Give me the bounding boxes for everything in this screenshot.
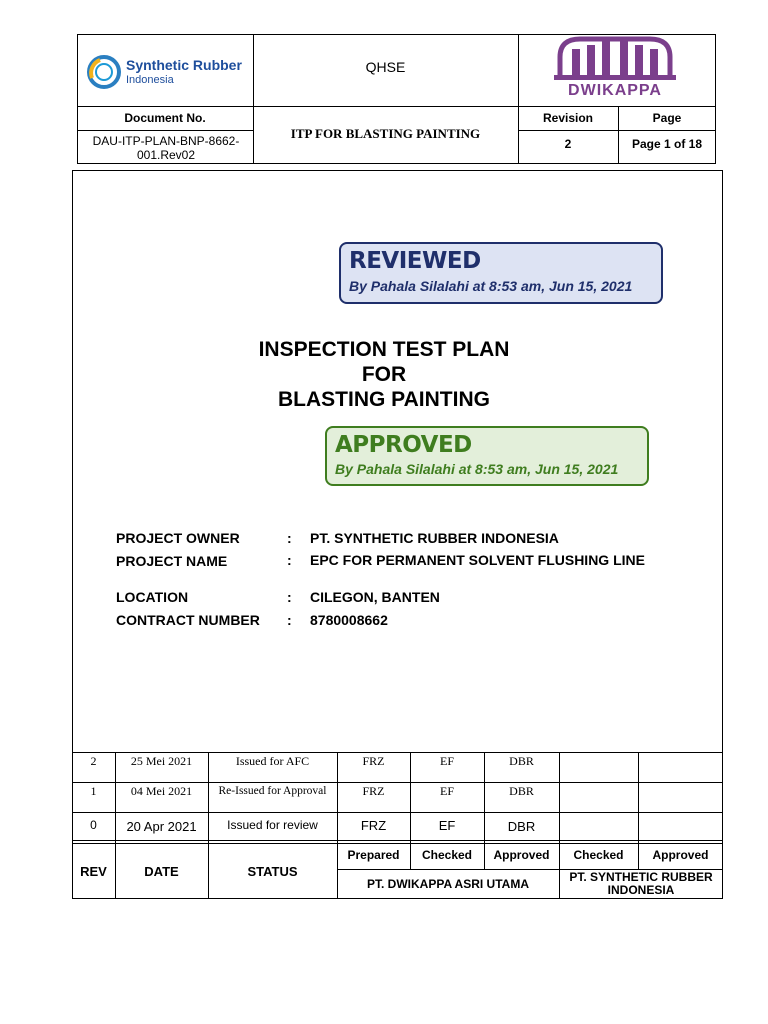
rev-header: REV (80, 863, 107, 879)
doc-no-label: Document No. (124, 111, 206, 125)
rev-cell: 0 (90, 818, 97, 832)
synthetic-rubber-logo (86, 52, 251, 92)
checked-cell: EF (439, 753, 454, 768)
approved-stamp-title: APPROVED (335, 432, 472, 458)
project-name-value: EPC FOR PERMANENT SOLVENT FLUSHING LINE (310, 552, 645, 568)
prepared-cell: FRZ (362, 783, 385, 798)
prepared-cell: FRZ (362, 753, 385, 768)
project-name-label: PROJECT NAME (116, 553, 228, 569)
checked-header: Checked (421, 848, 473, 862)
synthetic-rubber-logo-icon (86, 54, 122, 90)
page-title-line-2: FOR (361, 363, 407, 386)
date-header: DATE (144, 863, 179, 879)
synthetic-rubber-logo-name: Synthetic Rubber (126, 57, 242, 73)
approved-header: Approved (493, 848, 550, 862)
contract-number-colon: : (287, 612, 292, 628)
contract-number-label: CONTRACT NUMBER (116, 612, 260, 628)
owner-name: PT. SYNTHETIC RUBBER INDONESIA (569, 870, 713, 897)
location-value: CILEGON, BANTEN (310, 589, 440, 605)
owner-approved-header: Approved (652, 848, 709, 862)
doc-no-value: DAU-ITP-PLAN-BNP-8662-001.Rev02 (92, 133, 240, 162)
status-cell: Re-Issued for Approval (218, 785, 327, 797)
dwikappa-logo (540, 35, 690, 103)
project-owner-value: PT. SYNTHETIC RUBBER INDONESIA (310, 530, 559, 546)
page-label: Page (652, 111, 682, 125)
project-name-colon: : (287, 552, 292, 568)
date-cell: 25 Mei 2021 (130, 753, 193, 768)
dwikappa-logo-icon (540, 35, 690, 83)
contractor-name: PT. DWIKAPPA ASRI UTAMA (367, 877, 529, 891)
approved-stamp-by: By Pahala Silalahi at 8:53 am, Jun 15, 2021 (335, 461, 619, 477)
approved-stamp (325, 426, 649, 486)
doc-title: ITP FOR BLASTING PAINTING (290, 126, 481, 141)
reviewed-stamp-title: REVIEWED (349, 248, 481, 274)
rev-cell: 1 (90, 783, 97, 798)
location-colon: : (287, 589, 292, 605)
date-cell: 20 Apr 2021 (126, 818, 197, 834)
checked-cell: EF (439, 783, 454, 798)
approved-cell: DBR (509, 753, 534, 768)
revision-label: Revision (542, 111, 593, 125)
prepared-cell: FRZ (360, 817, 387, 833)
status-cell: Issued for AFC (235, 753, 310, 768)
reviewed-stamp (339, 242, 663, 304)
approved-cell: DBR (507, 818, 536, 834)
page-title-line-1: INSPECTION TEST PLAN (258, 338, 510, 361)
revision-value: 2 (564, 137, 572, 151)
reviewed-stamp-by: By Pahala Silalahi at 8:53 am, Jun 15, 2021 (349, 278, 633, 294)
location-label: LOCATION (116, 589, 189, 605)
date-cell: 04 Mei 2021 (130, 783, 193, 798)
approved-cell: DBR (509, 783, 534, 798)
prepared-header: Prepared (347, 848, 400, 862)
project-owner-colon: : (287, 530, 292, 546)
status-cell: Issued for review (227, 818, 318, 832)
dwikappa-logo-name: DWIKAPPA (568, 82, 662, 99)
synthetic-rubber-logo-sub: Indonesia (126, 74, 174, 86)
contract-number-value: 8780008662 (310, 612, 388, 628)
checked-cell: EF (438, 817, 456, 833)
owner-checked-header: Checked (573, 848, 624, 862)
department-label: QHSE (365, 58, 406, 75)
page-title-line-3: BLASTING PAINTING (278, 388, 490, 411)
page-value: Page 1 of 18 (631, 137, 703, 151)
status-header: STATUS (247, 863, 298, 879)
project-owner-label: PROJECT OWNER (116, 530, 240, 546)
rev-cell: 2 (90, 753, 97, 768)
